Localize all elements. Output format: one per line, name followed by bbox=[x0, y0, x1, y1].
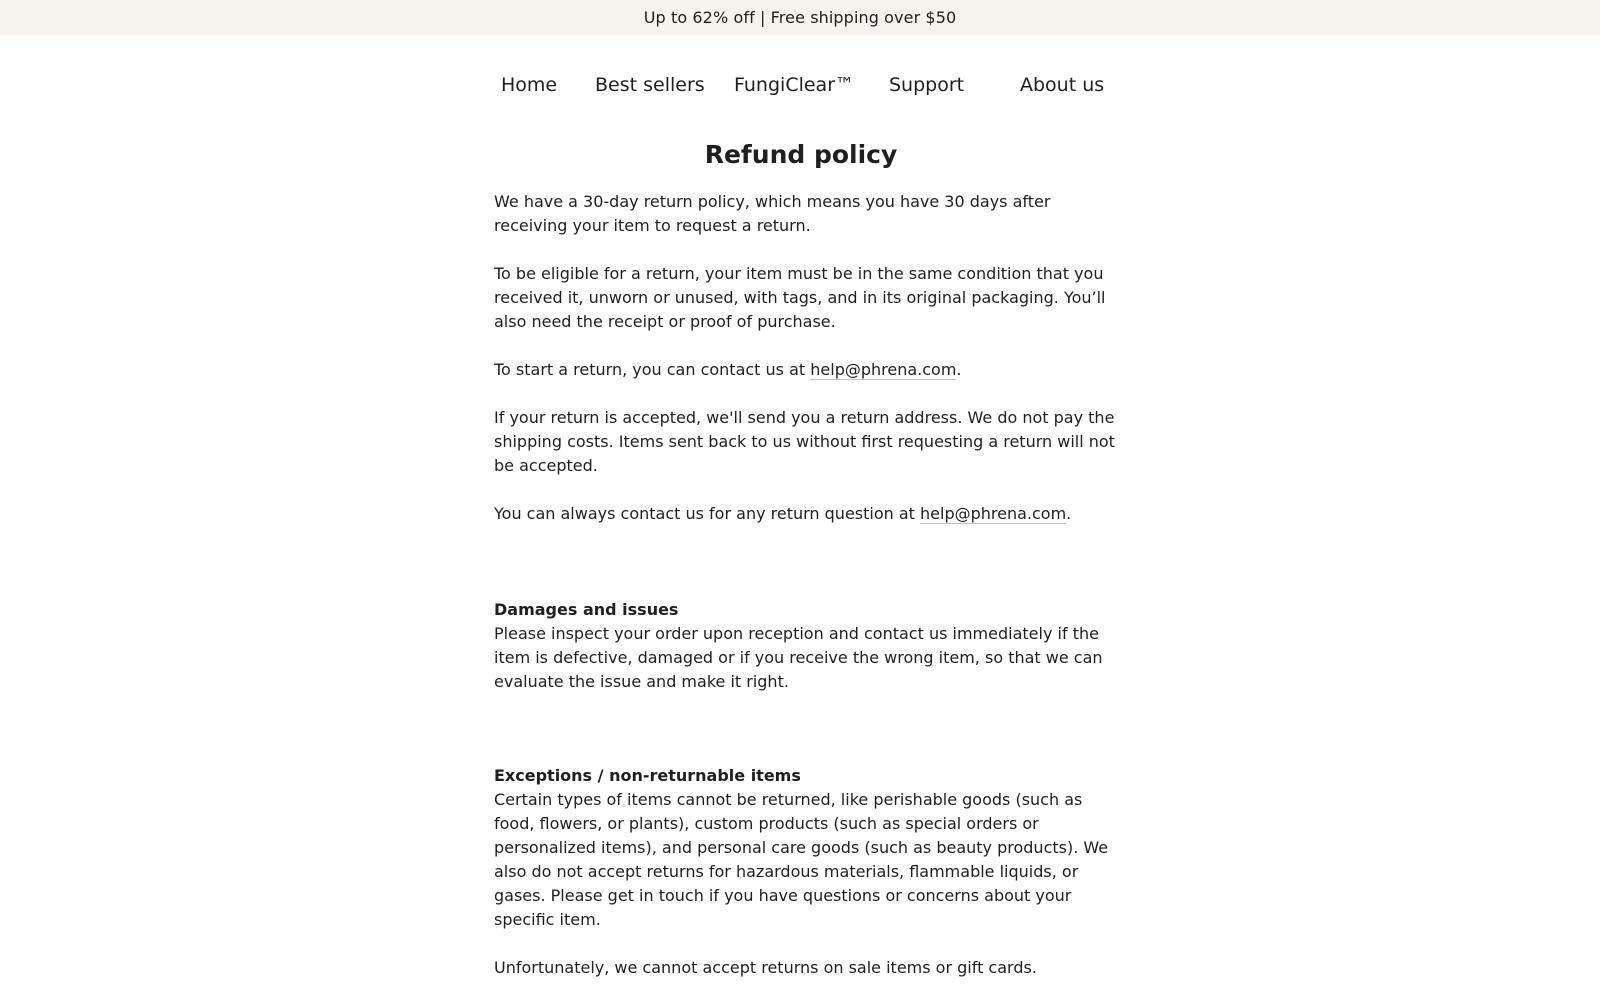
nav-item-best-sellers[interactable]: Best sellers bbox=[595, 74, 705, 96]
policy-paragraph-contact bbox=[494, 502, 1118, 526]
main-navigation bbox=[0, 74, 1600, 104]
exceptions-paragraph: Certain types of items cannot be returned, like perishable goods (such as food, flowers, or plants), custom products (such as special orders or personalized items), and personal care goods (such as beauty products). We also do not accept returns for hazardous materials, flammable liquids, or gases. Please get in touch if you have questions or concerns about your specific item. bbox=[494, 790, 1109, 929]
nav-item-about-us[interactable]: About us bbox=[1020, 74, 1105, 96]
announcement-bar bbox=[0, 0, 1600, 35]
start-return-text: To start a return, you can contact us at bbox=[494, 360, 811, 379]
contact-period: . bbox=[1066, 504, 1072, 523]
section-spacer bbox=[494, 550, 1118, 598]
damages-paragraph: Please inspect your order upon reception and contact us immediately if the item is defective, damaged or if you receive the wrong item, so that we can evaluate the issue and make it right. bbox=[494, 624, 1103, 691]
nav-item-home[interactable]: Home bbox=[501, 74, 558, 96]
contact-text: You can always contact us for any return question at bbox=[494, 504, 921, 523]
page-title: Refund policy bbox=[704, 140, 898, 169]
policy-paragraph-accepted-returns: If your return is accepted, we'll send you a return address. We do not pay the shipping costs. Items sent back to us without first requesting a return will not be accepted. bbox=[494, 408, 1115, 475]
contact-email-link[interactable]: help@phrena.com bbox=[920, 504, 1067, 523]
policy-content bbox=[494, 138, 1118, 1004]
start-return-period: . bbox=[956, 360, 962, 379]
announcement-text: Up to 62% off | Free shipping over $50 bbox=[643, 8, 957, 27]
nav-item-support[interactable]: Support bbox=[889, 74, 965, 96]
nav-item-fungiclear[interactable]: FungiClear™ bbox=[734, 74, 855, 96]
help-email-link[interactable]: help@phrena.com bbox=[810, 360, 957, 379]
damages-heading: Damages and issues bbox=[494, 600, 679, 619]
sale-items-paragraph: Unfortunately, we cannot accept returns on sale items or gift cards. bbox=[494, 958, 1037, 977]
exceptions-heading: Exceptions / non-returnable items bbox=[494, 766, 801, 785]
policy-paragraph-eligibility: To be eligible for a return, your item must be in the same condition that you received it, unworn or unused, with tags, and in its original packaging. You’ll also need the receipt or proof of purchase. bbox=[494, 264, 1106, 331]
section-spacer bbox=[494, 718, 1118, 764]
policy-paragraph-return-window: We have a 30-day return policy, which means you have 30 days after receiving your item to request a return. bbox=[494, 192, 1051, 235]
policy-paragraph-start-return bbox=[494, 358, 1118, 382]
